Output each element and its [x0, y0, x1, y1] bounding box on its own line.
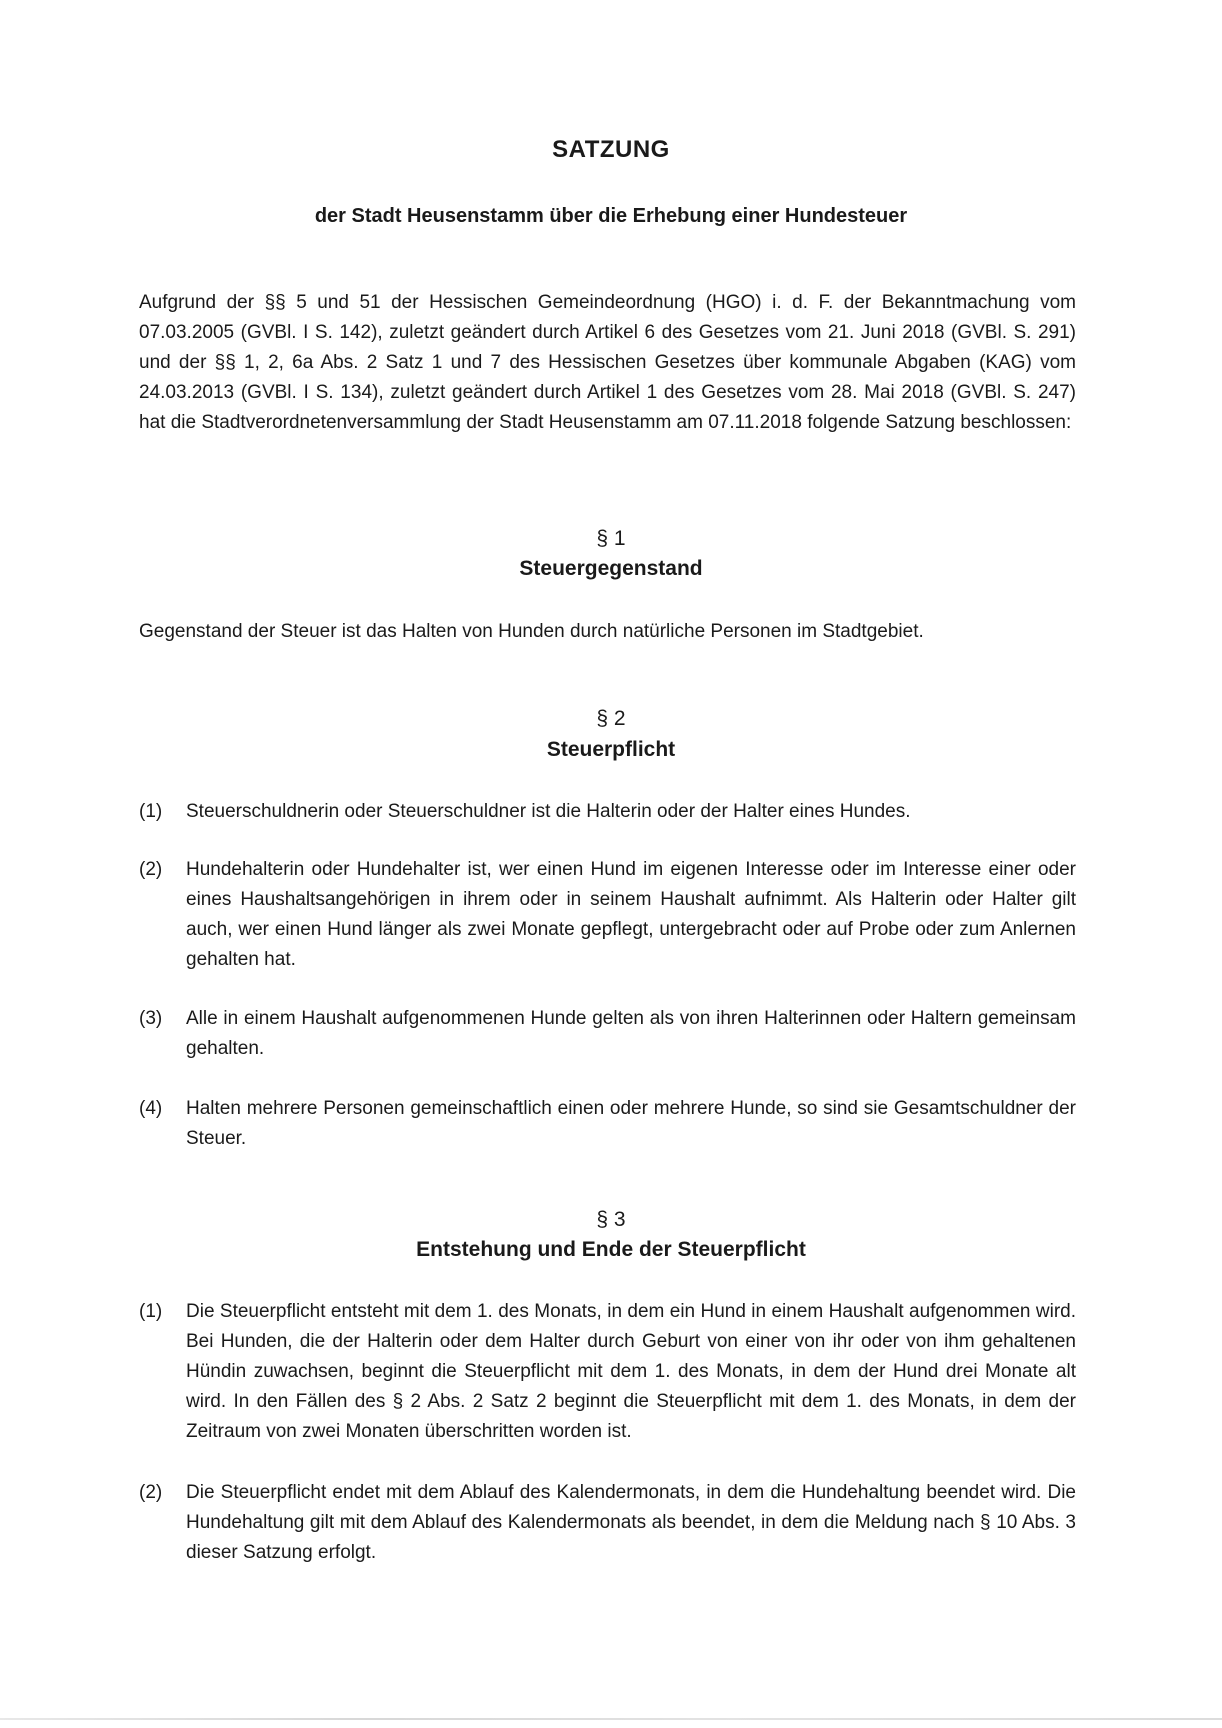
scan-edge-line	[0, 1718, 1222, 1720]
section-3-number: § 3	[596, 1208, 626, 1231]
paragraph-number: (3)	[139, 1008, 163, 1029]
section-3-title: Entstehung und Ende der Steuerpflicht	[416, 1238, 806, 1261]
paragraph-number: (1)	[139, 1301, 163, 1322]
section-2-paragraph-2	[139, 855, 1076, 975]
paragraph-number: (4)	[139, 1098, 163, 1119]
paragraph-text: Die Steuerpflicht endet mit dem Ablauf des Kalendermonats, in dem die Hundehaltung beendet wird. Die Hundehaltung gilt mit dem Ablauf des Kalendermonats als beendet, in dem die Meldung nach § 10 Abs. 3 dieser Satzung erfolgt.	[186, 1482, 1076, 1563]
paragraph-text: Die Steuerpflicht entsteht mit dem 1. des Monats, in dem ein Hund in einem Haushalt aufgenommen wird. Bei Hunden, die der Halterin oder dem Halter durch Geburt von einer von ihr oder von ihm gehaltenen Hündin zuwachsen, beginnt die Steuerpflicht mit dem 1. des Monats, in dem der Hund drei Monate alt wird. In den Fällen des § 2 Abs. 2 Satz 2 beginnt die Steuerpflicht mit dem 1. des Monats, in dem der Zeitraum von zwei Monaten überschritten worden ist.	[186, 1301, 1076, 1442]
section-2-paragraph-4	[139, 1094, 1076, 1154]
section-2-paragraph-3	[139, 1004, 1076, 1064]
paragraph-number: (1)	[139, 801, 163, 822]
section-2-number: § 2	[596, 707, 626, 730]
section-2-paragraph-1	[139, 797, 1076, 827]
paragraph-number: (2)	[139, 1482, 163, 1503]
paragraph-number: (2)	[139, 859, 163, 880]
preamble-paragraph: Aufgrund der §§ 5 und 51 der Hessischen Gemeindeordnung (HGO) i. d. F. der Bekanntmachung vom 07.03.2005 (GVBl. I S. 142), zuletzt geändert durch Artikel 6 des Gesetzes vom 21. Juni 2018 (GVBl. S. 291) und der §§ 1, 2, 6a Abs. 2 Satz 1 und 7 des Hessischen Gesetzes über kommunale Abgaben (KAG) vom 24.03.2013 (GVBl. I S. 134), zuletzt geändert durch Artikel 1 des Gesetzes vom 28. Mai 2018 (GVBl. S. 247) hat die Stadtverordnetenversammlung der Stadt Heusenstamm am 07.11.2018 folgende Satzung beschlossen:	[139, 292, 1076, 433]
section-1-title: Steuergegenstand	[519, 557, 703, 580]
paragraph-text: Steuerschuldnerin oder Steuerschuldner ist die Halterin oder der Halter eines Hundes.	[186, 801, 911, 822]
section-3-paragraph-1	[139, 1297, 1076, 1447]
section-2-title: Steuerpflicht	[546, 738, 676, 761]
section-1-number: § 1	[596, 527, 626, 550]
section-1-text: Gegenstand der Steuer ist das Halten von Hunden durch natürliche Personen im Stadtgebiet.	[139, 621, 924, 642]
section-3-paragraph-2	[139, 1478, 1076, 1568]
document-title: SATZUNG	[552, 136, 670, 163]
paragraph-text: Alle in einem Haushalt aufgenommenen Hunde gelten als von ihren Halterinnen oder Haltern gemeinsam gehalten.	[186, 1008, 1076, 1059]
paragraph-text: Hundehalterin oder Hundehalter ist, wer einen Hund im eigenen Interesse oder im Interesse einer oder eines Haushaltsangehörigen in ihrem oder in seinem Haushalt aufnimmt. Als Halterin oder Halter gilt auch, wer einen Hund länger als zwei Monate gepflegt, untergebracht oder auf Probe oder zum Anlernen gehalten hat.	[186, 859, 1076, 970]
document-subtitle: der Stadt Heusenstamm über die Erhebung einer Hundesteuer	[314, 205, 908, 227]
paragraph-text: Halten mehrere Personen gemeinschaftlich einen oder mehrere Hunde, so sind sie Gesamtschuldner der Steuer.	[186, 1098, 1076, 1149]
